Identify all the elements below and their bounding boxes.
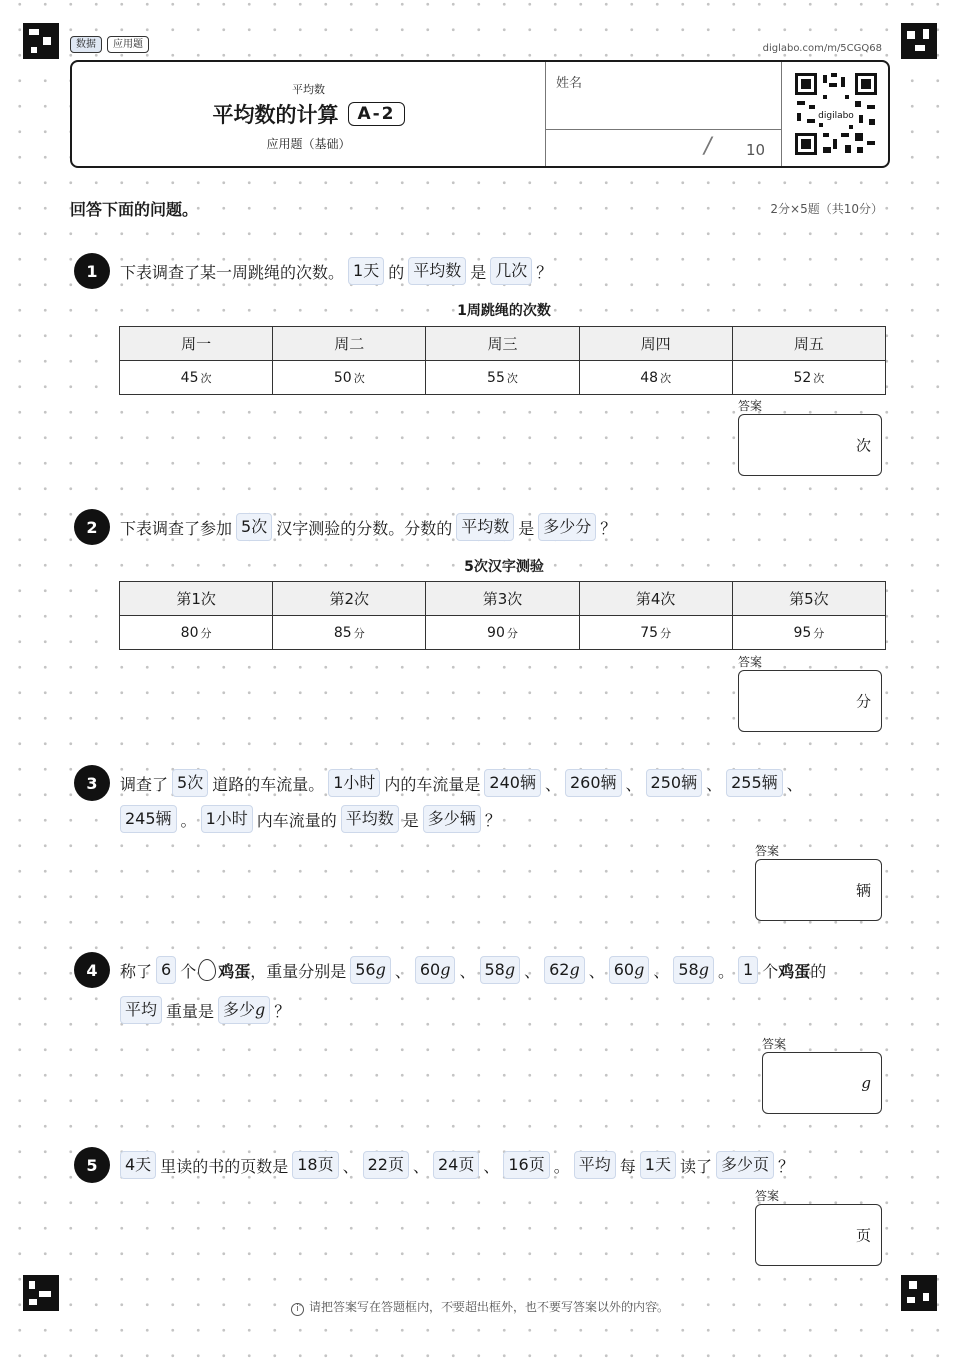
q3-highlight: 240辆 <box>484 769 541 797</box>
egg-icon <box>198 959 216 981</box>
q4-text-seg: 、 <box>524 961 541 981</box>
answer-label-5: 答案 <box>755 1189 780 1203</box>
q4-text-seg: 、 <box>394 961 411 981</box>
table-row <box>120 616 886 650</box>
answer-box-4[interactable] <box>762 1052 882 1114</box>
value: 90 <box>487 624 505 641</box>
unit: 分 <box>506 626 518 640</box>
worksheet-url: diglabo.com/m/5CGQ68 <box>762 43 882 54</box>
value: 85 <box>333 624 352 641</box>
q4-keyword: 鸡蛋 <box>218 961 251 981</box>
weight-value: 60 <box>613 960 635 979</box>
q3-text-seg: 。 <box>180 810 197 830</box>
q4-keyword: 鸡蛋 <box>778 961 811 981</box>
worksheet-subtitle: 应用题（基础） <box>266 137 351 151</box>
q5-text-seg: 每 <box>619 1156 636 1176</box>
q4-weight <box>673 956 714 984</box>
question-1-text <box>120 257 552 285</box>
q5-text-seg: 、 <box>412 1156 429 1176</box>
info-icon: i <box>291 1303 304 1316</box>
q3-text-seg: 、 <box>786 774 803 794</box>
value: 50 <box>333 369 352 386</box>
footer-note <box>0 1298 960 1316</box>
q1-header-cell: 周二 <box>273 327 426 361</box>
weight-value: 58 <box>484 960 505 979</box>
q2-value-cell <box>732 616 885 650</box>
q4-text-seg: 、 <box>588 961 605 981</box>
q4-text-seg: 称了 <box>120 961 153 981</box>
q4-text-seg: 。 <box>717 961 734 981</box>
q5-highlight: 多少页 <box>716 1151 774 1179</box>
q2-value-cell <box>426 616 579 650</box>
footer-text: 请把答案写在答题框内，不要超出框外，也不要写答案以外的内容。 <box>308 1300 669 1314</box>
q4-text-seg: ？ <box>274 1001 291 1021</box>
answer-box-3[interactable] <box>755 859 882 921</box>
qr-code <box>793 71 879 157</box>
unit: 分 <box>200 626 212 640</box>
q4-ask: 多少 <box>223 1000 256 1019</box>
q3-text-seg: 是 <box>402 810 419 830</box>
q4-highlight <box>218 996 270 1024</box>
q1-table-caption: 1周跳绳的次数 <box>457 303 551 319</box>
weight-value: 60 <box>419 960 441 979</box>
q1-highlight: 几次 <box>490 257 532 285</box>
divider <box>546 129 781 130</box>
q4-text-seg: 个 <box>762 961 779 981</box>
q4-highlight: 6 <box>156 956 176 984</box>
q5-text-seg: 、 <box>342 1156 359 1176</box>
q3-highlight: 多少辆 <box>423 805 481 833</box>
q3-text-seg: 、 <box>625 774 642 794</box>
q3-highlight: 255辆 <box>726 769 783 797</box>
weight-unit: g <box>440 960 451 979</box>
q5-text-seg: 。 <box>553 1156 570 1176</box>
q3-text-seg: 调查了 <box>120 774 169 794</box>
answer-box-1[interactable] <box>738 414 882 476</box>
unit: 次 <box>660 371 672 385</box>
q3-text-seg: 内的车流量是 <box>384 774 481 794</box>
value: 80 <box>180 624 199 641</box>
q4-weight <box>415 956 456 984</box>
q5-text-seg: 里读的书的页数是 <box>160 1156 289 1176</box>
question-number-4: 4 <box>74 952 110 988</box>
q2-highlight: 多少分 <box>538 513 596 541</box>
table-header-row <box>120 327 886 361</box>
answer-label-1: 答案 <box>738 399 763 413</box>
q1-highlight: 1天 <box>348 257 384 285</box>
answer-label-2: 答案 <box>738 655 763 669</box>
q4-text-seg: ，重量分别是 <box>250 961 347 981</box>
q2-table-caption: 5次汉字测验 <box>464 559 544 575</box>
q2-value-cell <box>273 616 426 650</box>
corner-marker-top-left <box>23 23 59 59</box>
q3-highlight: 5次 <box>172 769 208 797</box>
q1-value-cell <box>732 361 885 395</box>
q1-header-cell: 周五 <box>732 327 885 361</box>
q2-value-cell <box>579 616 732 650</box>
q2-header-cell: 第5次 <box>732 582 885 616</box>
q4-text-seg: 的 <box>810 961 827 981</box>
q1-header-cell: 周三 <box>426 327 579 361</box>
q2-header-cell: 第4次 <box>579 582 732 616</box>
q4-highlight: 平均 <box>120 996 162 1024</box>
weight-value: 58 <box>678 960 699 979</box>
points-info: 2分×5题（共10分） <box>770 202 883 216</box>
q3-highlight: 1小时 <box>328 769 380 797</box>
q4-highlight: 1 <box>738 956 758 984</box>
title-row <box>72 99 545 129</box>
level-badge: A-2 <box>348 102 404 126</box>
question-number-5: 5 <box>74 1147 110 1183</box>
value: 75 <box>640 624 659 641</box>
q4-weight <box>350 956 391 984</box>
title-section <box>72 62 546 166</box>
weight-unit: g <box>569 960 580 979</box>
unit: 分 <box>353 626 365 640</box>
q2-text-seg: 下表调查了参加 <box>120 518 233 538</box>
q4-text-seg: 重量是 <box>166 1001 215 1021</box>
q2-highlight: 5次 <box>236 513 272 541</box>
category-label: 平均数 <box>292 83 325 96</box>
q1-value-cell <box>120 361 273 395</box>
q4-weight <box>609 956 650 984</box>
q3-text-seg: 内车流量的 <box>256 810 337 830</box>
score-total: 10 <box>746 141 766 159</box>
q2-header-cell: 第2次 <box>273 582 426 616</box>
answer-unit-1: 次 <box>855 436 871 455</box>
q2-text-seg: 汉字测验的分数。分数的 <box>276 518 453 538</box>
weight-unit: g <box>255 1000 266 1019</box>
q5-highlight: 4天 <box>120 1151 156 1179</box>
q5-highlight: 平均 <box>574 1151 616 1179</box>
q1-value-cell <box>579 361 732 395</box>
answer-label-3: 答案 <box>755 844 780 858</box>
worksheet-header <box>70 60 890 168</box>
tag-word-problem: 应用题 <box>107 36 149 53</box>
question-5-text <box>116 1151 794 1179</box>
q1-text-seg: 下表调查了某一周跳绳的次数。 <box>120 262 345 282</box>
q1-text-seg: 的 <box>388 262 405 282</box>
q5-highlight: 18页 <box>292 1151 338 1179</box>
unit: 次 <box>353 371 365 385</box>
q1-data-table <box>119 326 886 395</box>
weight-value: 62 <box>549 960 570 979</box>
q3-highlight: 1小时 <box>201 805 253 833</box>
q2-text-seg: 是 <box>518 518 535 538</box>
question-number-3: 3 <box>74 765 110 801</box>
q3-highlight: 245辆 <box>120 805 177 833</box>
q5-highlight: 22页 <box>363 1151 409 1179</box>
q4-text-seg: 个 <box>180 961 197 981</box>
weight-unit: g <box>504 960 516 979</box>
unit: 次 <box>200 371 212 385</box>
q2-value-cell <box>120 616 273 650</box>
q3-text-seg: 道路的车流量。 <box>212 774 325 794</box>
weight-unit: g <box>634 960 645 979</box>
q5-text-seg: ？ <box>778 1156 795 1176</box>
q3-highlight: 250辆 <box>646 769 703 797</box>
q3-highlight: 260辆 <box>565 769 622 797</box>
instructions: 回答下面的问题。 <box>70 200 199 219</box>
value: 45 <box>180 369 199 386</box>
question-number-2: 2 <box>74 509 110 545</box>
question-number-1: 1 <box>74 253 110 289</box>
q2-data-table <box>119 581 886 650</box>
unit: 分 <box>660 626 672 640</box>
q1-highlight: 平均数 <box>408 257 466 285</box>
q4-text-seg: 、 <box>459 961 476 981</box>
q1-header-cell: 周一 <box>120 327 273 361</box>
question-4-line-1 <box>120 956 826 984</box>
corner-marker-top-right <box>901 23 937 59</box>
answer-box-5[interactable] <box>755 1204 882 1266</box>
q1-text-seg: ？ <box>536 262 553 282</box>
q5-highlight: 24页 <box>433 1151 479 1179</box>
tag-data: 数据 <box>70 36 102 53</box>
value: 95 <box>793 624 812 641</box>
q2-header-cell: 第1次 <box>120 582 273 616</box>
score-slash: / <box>704 134 712 159</box>
question-4-line-2 <box>116 996 290 1024</box>
name-label: 姓名 <box>556 76 583 91</box>
q4-text-seg: 、 <box>653 961 670 981</box>
q4-weight <box>480 956 521 984</box>
answer-unit-2: 分 <box>855 692 871 711</box>
value: 55 <box>487 369 505 386</box>
worksheet-title: 平均数的计算 <box>212 103 339 127</box>
q2-header-cell: 第3次 <box>426 582 579 616</box>
q3-highlight: 平均数 <box>341 805 399 833</box>
q4-weight <box>544 956 585 984</box>
weight-value: 56 <box>355 960 376 979</box>
unit: 次 <box>813 371 825 385</box>
q1-header-cell: 周四 <box>579 327 732 361</box>
answer-box-2[interactable] <box>738 670 882 732</box>
category-tags <box>70 36 149 53</box>
q2-text-seg: ？ <box>600 518 617 538</box>
q5-text-seg: 读了 <box>679 1156 712 1176</box>
q3-text-seg: 、 <box>706 774 723 794</box>
unit: 分 <box>813 626 825 640</box>
answer-unit-5: 页 <box>855 1226 871 1245</box>
q1-text-seg: 是 <box>470 262 487 282</box>
value: 52 <box>793 369 812 386</box>
q3-text-seg: ？ <box>484 810 501 830</box>
answer-unit-3: 辆 <box>855 881 871 900</box>
weight-unit: g <box>375 960 386 979</box>
unit: 次 <box>506 371 518 385</box>
q3-text-seg: 、 <box>544 774 561 794</box>
table-row <box>120 361 886 395</box>
answer-unit-4: g <box>861 1074 871 1092</box>
q2-highlight: 平均数 <box>456 513 514 541</box>
q5-highlight: 1天 <box>640 1151 676 1179</box>
weight-unit: g <box>698 960 709 979</box>
q1-value-cell <box>426 361 579 395</box>
q5-highlight: 16页 <box>503 1151 549 1179</box>
question-3-line-1 <box>120 769 803 797</box>
value: 48 <box>640 369 659 386</box>
table-header-row <box>120 582 886 616</box>
qr-code-label: digilabo <box>818 111 854 121</box>
name-score-section <box>546 62 782 166</box>
question-2-text <box>120 513 616 541</box>
q5-text-seg: 、 <box>483 1156 500 1176</box>
question-3-line-2 <box>116 805 501 833</box>
answer-label-4: 答案 <box>762 1037 787 1051</box>
q1-value-cell <box>273 361 426 395</box>
